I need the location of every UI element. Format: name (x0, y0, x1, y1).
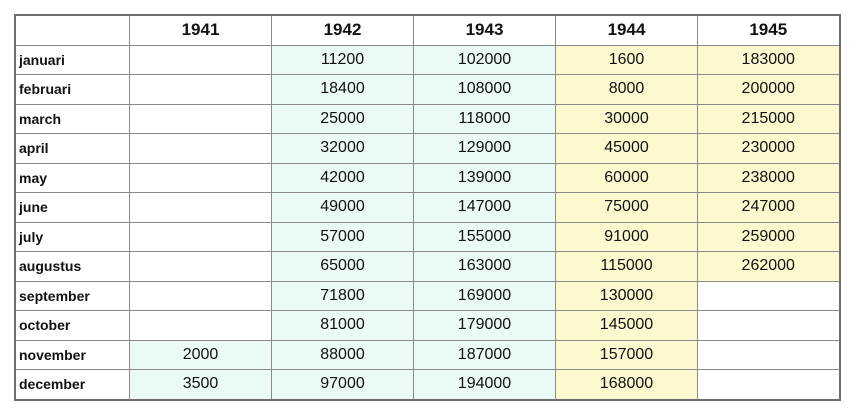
value-cell: 60000 (556, 163, 698, 193)
value-cell (130, 104, 272, 134)
year-header: 1944 (556, 15, 698, 45)
value-cell: 32000 (272, 134, 414, 164)
value-cell (130, 193, 272, 223)
value-cell: 139000 (414, 163, 556, 193)
value-cell: 215000 (698, 104, 840, 134)
value-cell: 115000 (556, 252, 698, 282)
table-container (14, 14, 841, 401)
value-cell: 187000 (414, 340, 556, 370)
value-cell (130, 163, 272, 193)
value-cell: 155000 (414, 222, 556, 252)
monthly-yearly-data-table (14, 14, 841, 401)
value-cell (130, 45, 272, 75)
table-row (15, 193, 840, 223)
month-label: october (15, 311, 130, 341)
value-cell: 108000 (414, 75, 556, 105)
month-label: november (15, 340, 130, 370)
value-cell: 91000 (556, 222, 698, 252)
value-cell: 102000 (414, 45, 556, 75)
year-header: 1943 (414, 15, 556, 45)
value-cell: 65000 (272, 252, 414, 282)
month-label: september (15, 281, 130, 311)
month-label: december (15, 370, 130, 400)
month-label: june (15, 193, 130, 223)
month-label: januari (15, 45, 130, 75)
value-cell: 11200 (272, 45, 414, 75)
value-cell: 8000 (556, 75, 698, 105)
value-cell: 168000 (556, 370, 698, 400)
table-row (15, 340, 840, 370)
year-header: 1945 (698, 15, 840, 45)
month-label: july (15, 222, 130, 252)
table-row (15, 104, 840, 134)
table-row (15, 281, 840, 311)
value-cell (130, 311, 272, 341)
value-cell: 81000 (272, 311, 414, 341)
table-row (15, 163, 840, 193)
value-cell: 45000 (556, 134, 698, 164)
year-header: 1941 (130, 15, 272, 45)
year-header: 1942 (272, 15, 414, 45)
value-cell: 147000 (414, 193, 556, 223)
month-label: april (15, 134, 130, 164)
corner-cell (15, 15, 130, 45)
value-cell: 18400 (272, 75, 414, 105)
value-cell: 169000 (414, 281, 556, 311)
value-cell: 42000 (272, 163, 414, 193)
table-row (15, 311, 840, 341)
value-cell: 179000 (414, 311, 556, 341)
value-cell: 97000 (272, 370, 414, 400)
value-cell (130, 281, 272, 311)
value-cell: 259000 (698, 222, 840, 252)
value-cell: 183000 (698, 45, 840, 75)
month-label: may (15, 163, 130, 193)
value-cell: 157000 (556, 340, 698, 370)
table-row (15, 134, 840, 164)
value-cell: 3500 (130, 370, 272, 400)
value-cell: 194000 (414, 370, 556, 400)
value-cell: 30000 (556, 104, 698, 134)
value-cell: 118000 (414, 104, 556, 134)
value-cell (130, 75, 272, 105)
value-cell (698, 340, 840, 370)
month-label: march (15, 104, 130, 134)
header-row (15, 15, 840, 45)
value-cell (130, 252, 272, 282)
value-cell (130, 222, 272, 252)
table-row (15, 45, 840, 75)
value-cell: 1600 (556, 45, 698, 75)
value-cell: 129000 (414, 134, 556, 164)
table-row (15, 75, 840, 105)
value-cell: 57000 (272, 222, 414, 252)
value-cell: 238000 (698, 163, 840, 193)
value-cell: 71800 (272, 281, 414, 311)
value-cell: 163000 (414, 252, 556, 282)
value-cell (698, 281, 840, 311)
value-cell: 25000 (272, 104, 414, 134)
month-label: februari (15, 75, 130, 105)
table-row (15, 222, 840, 252)
table-row (15, 252, 840, 282)
value-cell: 2000 (130, 340, 272, 370)
value-cell: 230000 (698, 134, 840, 164)
value-cell: 130000 (556, 281, 698, 311)
value-cell: 200000 (698, 75, 840, 105)
value-cell: 247000 (698, 193, 840, 223)
value-cell (698, 311, 840, 341)
value-cell: 88000 (272, 340, 414, 370)
value-cell: 145000 (556, 311, 698, 341)
table-row (15, 370, 840, 400)
value-cell (698, 370, 840, 400)
value-cell: 49000 (272, 193, 414, 223)
value-cell: 75000 (556, 193, 698, 223)
value-cell: 262000 (698, 252, 840, 282)
value-cell (130, 134, 272, 164)
month-label: augustus (15, 252, 130, 282)
